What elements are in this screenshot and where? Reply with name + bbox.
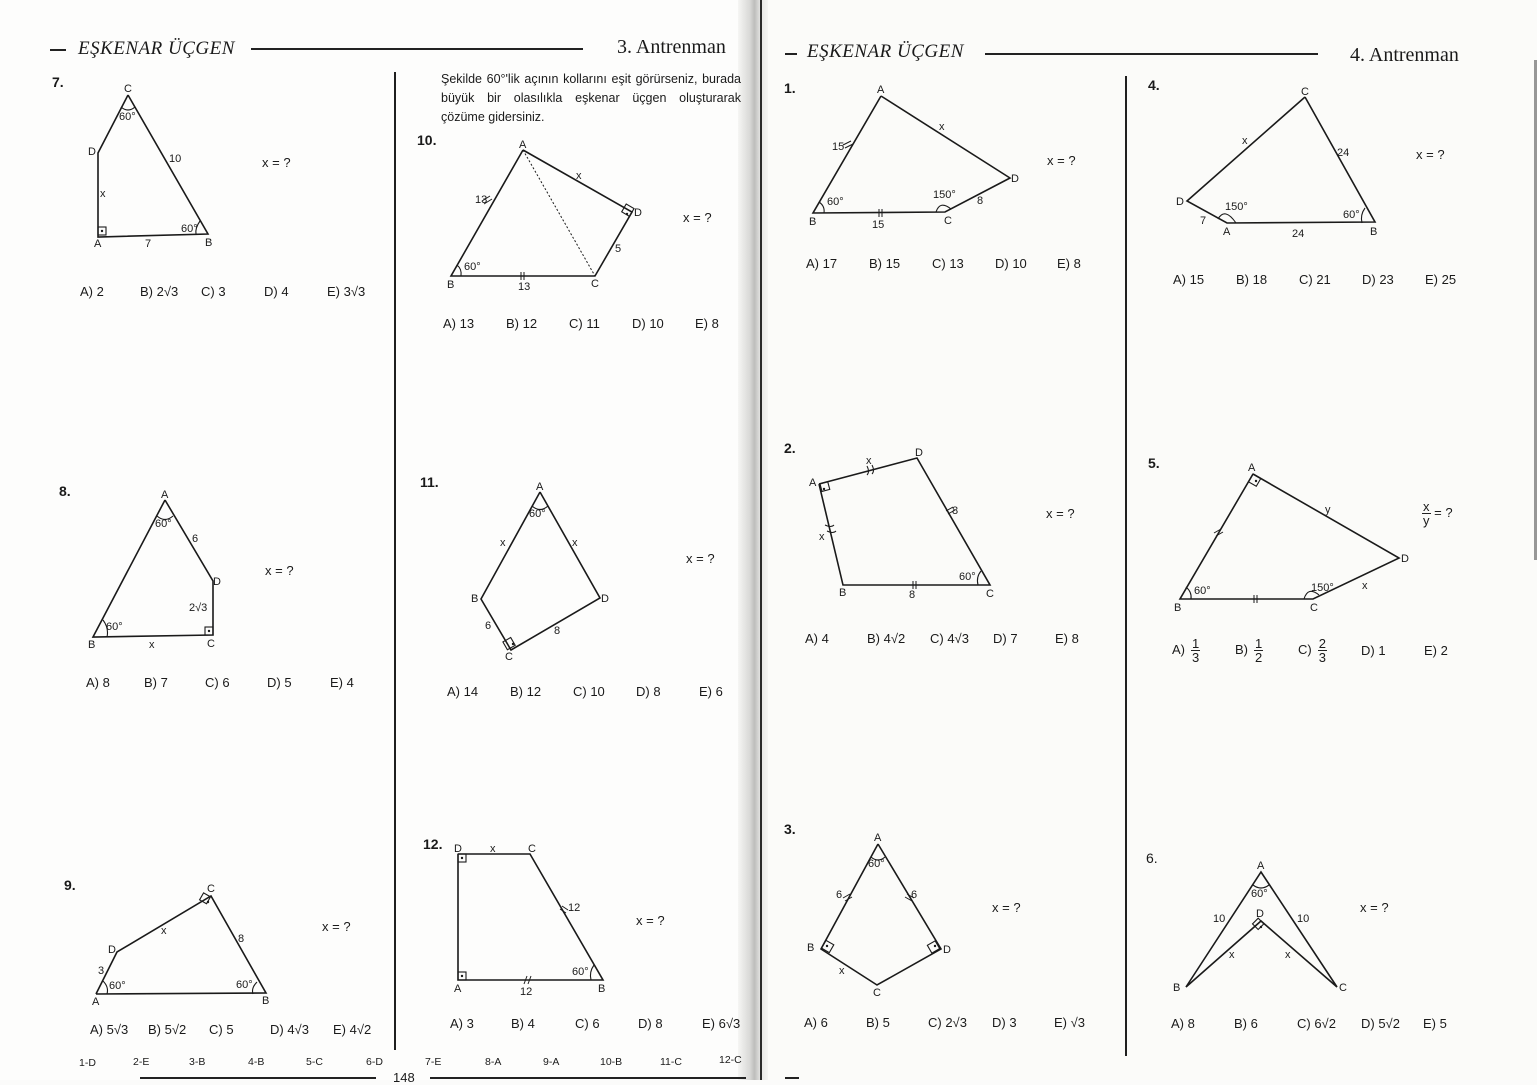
svg-text:x: x xyxy=(576,170,582,182)
figure-r-q2 xyxy=(805,445,1005,605)
choice-b[interactable]: B) 4 xyxy=(511,1016,535,1031)
question-number: 8. xyxy=(59,483,71,499)
question-number: 10. xyxy=(417,132,437,148)
svg-text:C: C xyxy=(124,83,132,95)
svg-text:60°: 60° xyxy=(464,261,481,273)
svg-text:x: x xyxy=(939,121,945,133)
svg-text:A: A xyxy=(536,481,544,493)
answer-key-item: 10-B xyxy=(600,1056,623,1068)
question-number: 7. xyxy=(52,74,64,90)
svg-text:x: x xyxy=(1242,135,1248,147)
question-number: 11. xyxy=(420,474,439,490)
question-prompt: x = ? xyxy=(636,913,665,928)
figure-r-q5 xyxy=(1170,460,1410,620)
figure-r-q6 xyxy=(1170,855,1360,1005)
svg-text:A: A xyxy=(92,996,100,1008)
svg-text:13: 13 xyxy=(518,281,531,293)
svg-text:60°: 60° xyxy=(106,621,123,633)
question-number: 6. xyxy=(1146,850,1158,866)
question-prompt: x = ? xyxy=(683,210,712,225)
svg-text:60°: 60° xyxy=(529,508,546,520)
question-number: 5. xyxy=(1148,455,1160,471)
svg-text:D: D xyxy=(1011,173,1019,185)
question-prompt: x = ? xyxy=(262,155,291,170)
footer-rule xyxy=(785,1077,799,1079)
choice-c[interactable]: C) 10 xyxy=(573,684,605,699)
svg-text:60°: 60° xyxy=(109,980,126,992)
svg-text:60°: 60° xyxy=(181,223,198,235)
choice-c[interactable]: C) $\frac{2}{3}$ xyxy=(1298,636,1326,665)
svg-text:10: 10 xyxy=(169,153,182,165)
svg-text:6: 6 xyxy=(911,889,918,901)
svg-text:8: 8 xyxy=(952,505,959,517)
prompt-denominator: y xyxy=(1423,513,1430,528)
header-rule xyxy=(251,48,583,50)
choice-e[interactable]: E) 4√2 xyxy=(333,1022,372,1037)
figure-q11 xyxy=(465,482,625,662)
choice-e[interactable]: E) √3 xyxy=(1054,1015,1085,1030)
svg-text:x: x xyxy=(100,188,106,200)
svg-text:10: 10 xyxy=(1297,913,1310,925)
svg-text:x: x xyxy=(149,639,155,651)
svg-text:7: 7 xyxy=(1200,215,1207,227)
svg-text:6: 6 xyxy=(192,533,199,545)
svg-text:C: C xyxy=(1339,982,1347,994)
book-spine xyxy=(738,0,768,1080)
answer-key-item: 4-B xyxy=(248,1056,265,1068)
svg-text:B: B xyxy=(809,216,817,228)
choice-c[interactable]: C) 6√2 xyxy=(1297,1016,1336,1031)
svg-text:150°: 150° xyxy=(933,189,956,201)
choice-c[interactable]: C) 5 xyxy=(209,1022,234,1037)
choice-b[interactable]: B) 5 xyxy=(866,1015,890,1030)
question-prompt: x = ? xyxy=(992,900,1021,915)
svg-text:15: 15 xyxy=(832,141,845,153)
svg-text:60°: 60° xyxy=(827,196,844,208)
spine-line xyxy=(760,0,762,1080)
svg-text:D: D xyxy=(1176,196,1184,208)
question-number: 9. xyxy=(64,877,76,893)
choice-d[interactable]: D) 3 xyxy=(992,1015,1017,1030)
svg-text:x: x xyxy=(1229,949,1235,961)
svg-text:C: C xyxy=(944,215,952,227)
question-prompt: x = ? xyxy=(322,919,351,934)
choice-e[interactable]: E) 4 xyxy=(330,675,354,690)
choice-a[interactable]: A) $\frac{1}{3}$ xyxy=(1172,636,1200,665)
svg-text:x: x xyxy=(490,843,496,855)
svg-text:B: B xyxy=(205,237,213,249)
svg-text:60°: 60° xyxy=(236,979,253,991)
svg-text:6: 6 xyxy=(836,889,843,901)
choice-c[interactable]: C) 13 xyxy=(932,256,964,271)
svg-text:x: x xyxy=(1362,580,1368,592)
svg-text:A: A xyxy=(1223,226,1231,238)
footer-rule xyxy=(430,1077,746,1079)
choice-e[interactable]: E) 6 xyxy=(699,684,723,699)
choice-a[interactable]: A) 6 xyxy=(804,1015,828,1030)
svg-text:A: A xyxy=(874,832,882,844)
answer-choices xyxy=(1171,1016,1447,1031)
answer-key-item: 12-C xyxy=(719,1054,742,1066)
question-prompt-fraction xyxy=(1416,500,1453,527)
svg-text:D: D xyxy=(634,207,642,219)
answer-choices xyxy=(805,631,1079,646)
question-prompt: x = ? xyxy=(1360,900,1389,915)
question-prompt: x = ? xyxy=(265,563,294,578)
choice-b[interactable]: B) 6 xyxy=(1234,1016,1258,1031)
svg-text:60°: 60° xyxy=(1194,585,1211,597)
prompt-numerator: x xyxy=(1423,499,1430,514)
answer-key-item: 1-D xyxy=(79,1057,96,1069)
svg-text:x: x xyxy=(819,531,825,543)
answer-key-item: 8-A xyxy=(485,1056,502,1068)
choice-d[interactable]: D) 8 xyxy=(636,684,661,699)
svg-text:60°: 60° xyxy=(959,571,976,583)
svg-text:60°: 60° xyxy=(1343,209,1360,221)
svg-text:A: A xyxy=(519,139,527,151)
svg-text:C: C xyxy=(986,588,994,600)
choice-a[interactable]: A) 4 xyxy=(805,631,829,646)
answer-choices xyxy=(1172,637,1448,664)
question-number: 2. xyxy=(784,440,796,456)
svg-text:D: D xyxy=(601,593,609,605)
svg-text:A: A xyxy=(809,477,817,489)
choice-e[interactable]: E) 5 xyxy=(1423,1016,1447,1031)
answer-key-item: 6-D xyxy=(366,1056,383,1068)
question-number: 4. xyxy=(1148,77,1160,93)
choice-c[interactable]: C) 2√3 xyxy=(928,1015,967,1030)
left-section-title: 3. Antrenman xyxy=(617,36,726,58)
choice-e[interactable]: E) 8 xyxy=(1055,631,1079,646)
choice-a[interactable]: A) 8 xyxy=(86,675,110,690)
choice-d[interactable]: D) 7 xyxy=(993,631,1018,646)
page-number: 148 xyxy=(393,1070,415,1085)
answer-choices xyxy=(86,675,354,690)
choice-d[interactable]: D) 4 xyxy=(264,284,289,299)
svg-text:6: 6 xyxy=(485,620,492,632)
question-number: 3. xyxy=(784,821,796,837)
svg-text:C: C xyxy=(1301,86,1309,98)
svg-text:B: B xyxy=(447,279,455,291)
choice-d[interactable]: D) 10 xyxy=(632,316,664,331)
svg-text:C: C xyxy=(207,883,215,895)
svg-text:24: 24 xyxy=(1292,228,1305,240)
choice-b[interactable]: B) 5√2 xyxy=(148,1022,187,1037)
choice-e[interactable]: E) 25 xyxy=(1425,272,1457,287)
answer-key-item: 2-E xyxy=(133,1056,150,1068)
question-prompt: x = ? xyxy=(1047,153,1076,168)
choice-a[interactable]: A) 15 xyxy=(1173,272,1205,287)
answer-choices xyxy=(804,1015,1085,1030)
column-divider xyxy=(1125,76,1127,1056)
svg-text:D: D xyxy=(943,944,951,956)
choice-b[interactable]: B) $\frac{1}{2}$ xyxy=(1235,636,1263,665)
svg-text:13: 13 xyxy=(475,194,488,206)
svg-text:3: 3 xyxy=(98,965,105,977)
right-section-title: 4. Antrenman xyxy=(1350,44,1459,66)
svg-text:24: 24 xyxy=(1337,147,1350,159)
choice-c[interactable]: C) 6 xyxy=(575,1016,600,1031)
choice-a[interactable]: A) 2 xyxy=(80,284,104,299)
figure-r-q1 xyxy=(805,85,1035,235)
svg-text:60°: 60° xyxy=(572,966,589,978)
svg-text:60°: 60° xyxy=(119,111,136,123)
svg-text:y: y xyxy=(1325,504,1331,516)
column-divider xyxy=(394,72,396,1050)
svg-text:C: C xyxy=(505,651,513,663)
svg-text:D: D xyxy=(108,944,116,956)
svg-text:B: B xyxy=(471,593,479,605)
svg-text:B: B xyxy=(598,983,606,995)
choice-b[interactable]: B) 18 xyxy=(1236,272,1268,287)
svg-text:D: D xyxy=(915,447,923,459)
svg-text:D: D xyxy=(88,146,96,158)
choice-d[interactable]: D) 5 xyxy=(267,675,292,690)
answer-choices xyxy=(447,684,723,699)
svg-text:D: D xyxy=(1401,553,1409,565)
choice-d[interactable]: D) 8 xyxy=(638,1016,663,1031)
svg-text:8: 8 xyxy=(909,589,916,601)
svg-text:C: C xyxy=(528,843,536,855)
svg-text:5: 5 xyxy=(615,243,622,255)
svg-text:D: D xyxy=(213,576,221,588)
answer-key-item: 9-A xyxy=(543,1056,560,1068)
header-rule xyxy=(985,53,1318,55)
choice-e[interactable]: E) 8 xyxy=(695,316,719,331)
svg-text:60°: 60° xyxy=(1251,888,1268,900)
svg-text:2√3: 2√3 xyxy=(189,602,208,614)
choice-d[interactable]: D) 23 xyxy=(1362,272,1394,287)
svg-text:A: A xyxy=(161,489,169,501)
choice-e[interactable]: E) 2 xyxy=(1424,643,1448,658)
choice-b[interactable]: B) 12 xyxy=(510,684,542,699)
answer-choices xyxy=(90,1022,371,1037)
choice-d[interactable]: D) 5√2 xyxy=(1361,1016,1400,1031)
svg-text:B: B xyxy=(807,942,815,954)
choice-b[interactable]: B) 7 xyxy=(144,675,168,690)
answer-choices xyxy=(1173,272,1456,287)
answer-choices xyxy=(806,256,1081,271)
figure-q7 xyxy=(85,80,225,255)
svg-text:A: A xyxy=(1248,462,1256,474)
choice-d[interactable]: D) 1 xyxy=(1361,643,1386,658)
choice-b[interactable]: B) 4√2 xyxy=(867,631,906,646)
svg-text:C: C xyxy=(1310,602,1318,614)
question-prompt: x = ? xyxy=(686,551,715,566)
choice-d[interactable]: D) 4√3 xyxy=(270,1022,309,1037)
figure-q10 xyxy=(445,138,645,298)
svg-text:A: A xyxy=(877,84,885,96)
svg-text:150°: 150° xyxy=(1225,201,1248,213)
choice-a[interactable]: A) 14 xyxy=(447,684,479,699)
svg-text:8: 8 xyxy=(554,625,561,637)
answer-choices xyxy=(80,284,365,299)
svg-text:150°: 150° xyxy=(1311,582,1334,594)
svg-text:B: B xyxy=(262,995,270,1007)
answer-choices xyxy=(450,1016,740,1031)
header-dash xyxy=(785,53,797,55)
svg-text:A: A xyxy=(454,983,462,995)
answer-key-item: 11-C xyxy=(660,1056,682,1068)
question-number: 1. xyxy=(784,80,796,96)
svg-text:B: B xyxy=(1174,602,1182,614)
question-prompt: x = ? xyxy=(1416,147,1445,162)
svg-text:B: B xyxy=(839,587,847,599)
choice-c[interactable]: C) 3 xyxy=(201,284,226,299)
choice-d[interactable]: D) 10 xyxy=(995,256,1027,271)
choice-c[interactable]: C) 11 xyxy=(569,316,600,331)
figure-q12 xyxy=(450,840,620,1000)
svg-text:A: A xyxy=(1257,860,1265,872)
choice-b[interactable]: B) 12 xyxy=(506,316,538,331)
choice-c[interactable]: C) 6 xyxy=(205,675,230,690)
header-dash xyxy=(50,49,66,51)
figure-r-q4 xyxy=(1170,84,1390,244)
choice-e[interactable]: E) 8 xyxy=(1057,256,1081,271)
right-header-title: EŞKENAR ÜÇGEN xyxy=(807,41,964,62)
answer-choices xyxy=(443,316,719,331)
answer-key-item: 5-C xyxy=(306,1056,323,1068)
answer-key-item: 3-B xyxy=(189,1056,206,1068)
svg-text:C: C xyxy=(873,987,881,999)
choice-e[interactable]: E) 3√3 xyxy=(327,284,366,299)
svg-text:x: x xyxy=(1285,949,1291,961)
answer-key-item: 7-E xyxy=(425,1056,442,1068)
choice-b[interactable]: B) 2√3 xyxy=(140,284,179,299)
choice-a[interactable]: A) 8 xyxy=(1171,1016,1195,1031)
svg-text:C: C xyxy=(591,278,599,290)
choice-a[interactable]: A) 3 xyxy=(450,1016,474,1031)
svg-text:8: 8 xyxy=(977,195,984,207)
choice-c[interactable]: C) 4√3 xyxy=(930,631,969,646)
svg-text:12: 12 xyxy=(520,986,533,998)
svg-text:7: 7 xyxy=(145,238,152,250)
svg-text:D: D xyxy=(1256,908,1264,920)
svg-text:x: x xyxy=(161,925,167,937)
figure-q8 xyxy=(85,490,235,655)
choice-b[interactable]: B) 15 xyxy=(869,256,901,271)
prompt-tail: = ? xyxy=(1434,504,1453,520)
svg-text:A: A xyxy=(94,238,102,250)
svg-text:B: B xyxy=(1370,226,1378,238)
svg-text:12: 12 xyxy=(568,902,581,914)
figure-r-q3 xyxy=(805,828,965,999)
figure-q9 xyxy=(90,880,280,1010)
svg-text:D: D xyxy=(454,843,462,855)
hint-note: Şekilde 60°'lik açının kollarını eşit görürseniz, burada büyük bir olasılıkla eşkenar üçgen oluşturarak çözüme gidersiniz. xyxy=(441,72,741,124)
svg-text:8: 8 xyxy=(238,933,245,945)
choice-c[interactable]: C) 21 xyxy=(1299,272,1331,287)
choice-a[interactable]: A) 5√3 xyxy=(90,1022,129,1037)
svg-text:60°: 60° xyxy=(868,858,885,870)
svg-text:60°: 60° xyxy=(155,518,172,530)
svg-text:x: x xyxy=(866,455,872,467)
choice-a[interactable]: A) 17 xyxy=(806,256,838,271)
svg-text:x: x xyxy=(572,537,578,549)
left-header-title: EŞKENAR ÜÇGEN xyxy=(78,38,235,59)
question-prompt: x = ? xyxy=(1046,506,1075,521)
footer-rule xyxy=(140,1077,376,1079)
choice-e[interactable]: E) 6√3 xyxy=(702,1016,741,1031)
svg-text:10: 10 xyxy=(1213,913,1226,925)
choice-a[interactable]: A) 13 xyxy=(443,316,475,331)
svg-text:C: C xyxy=(207,638,215,650)
svg-text:15: 15 xyxy=(872,219,885,231)
svg-text:B: B xyxy=(88,639,96,651)
svg-text:x: x xyxy=(839,965,845,977)
svg-text:B: B xyxy=(1173,982,1181,994)
question-number: 12. xyxy=(423,836,443,852)
svg-text:x: x xyxy=(500,537,506,549)
